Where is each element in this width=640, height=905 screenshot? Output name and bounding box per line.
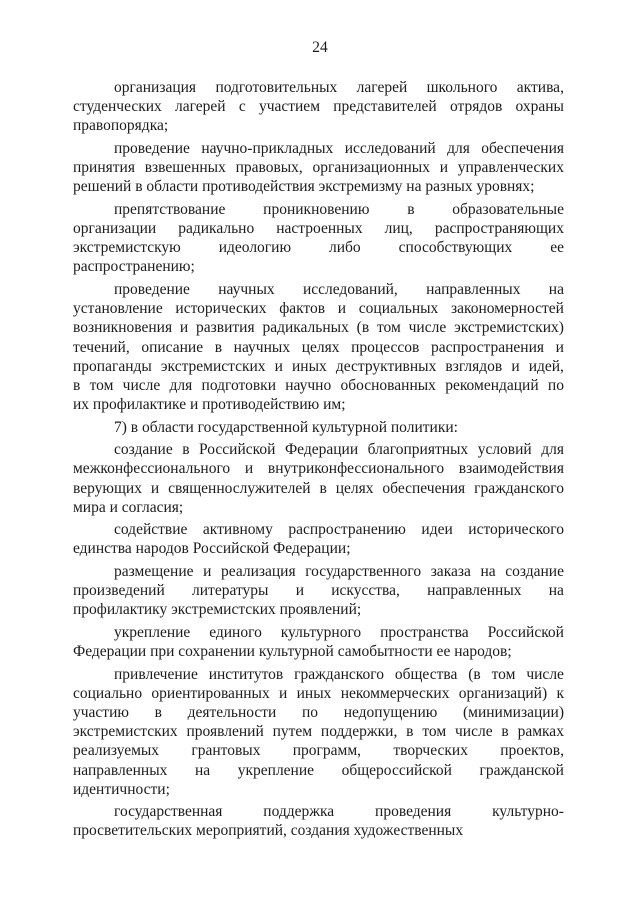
text-line: экстремистских проявлений путем поддержки, в том числе в рамках <box>73 723 564 741</box>
text-line: направленных на укрепление общероссийской гражданской <box>73 761 564 779</box>
text-line: единства народов Российской Федерации; <box>73 540 351 558</box>
text-line: возникновения и развития радикальных (в том числе экстремистских) <box>73 319 564 337</box>
paragraph <box>73 139 564 197</box>
text-line: профилактику экстремистских проявлений; <box>73 601 362 619</box>
text-line: препятствование проникновению в образовательные <box>114 200 564 218</box>
paragraph <box>73 562 564 620</box>
text-line: участию в деятельности по недопущению (минимизации) <box>73 703 564 721</box>
text-line: организация подготовительных лагерей школьного актива, <box>114 79 564 96</box>
paragraph <box>73 440 564 517</box>
paragraph <box>73 623 564 661</box>
text-line: укрепление единого культурного пространства Российской <box>114 623 564 641</box>
text-line: правопорядка; <box>73 117 169 135</box>
text-line: произведений литературы и искусства, направленных на <box>73 582 564 600</box>
text-line: решений в области противодействия экстремизму на разных уровнях; <box>73 178 535 196</box>
text-line: содействие активному распространению идеи исторического <box>114 521 564 539</box>
text-line: верующих и священнослужителей в целях обеспечения гражданского <box>73 479 564 497</box>
paragraph <box>73 200 564 277</box>
text-line: пропаганды экстремистских и иных деструктивных взглядов и идей, <box>73 357 564 375</box>
text-line: создание в Российской Федерации благоприятных условий для <box>114 441 564 459</box>
text-line: Федерации при сохранении культурной самобытности ее народов; <box>73 643 512 661</box>
text-line: организации радикально настроенных лиц, распространяющих <box>73 220 564 238</box>
paragraph <box>73 78 564 136</box>
text-line: распространению; <box>73 258 195 276</box>
text-line: проведение научно-прикладных исследований для обеспечения <box>114 139 564 157</box>
text-line: реализуемых грантовых программ, творческих проектов, <box>73 742 564 760</box>
text-line: проведение научных исследований, направленных на <box>114 280 564 298</box>
text-line: социально ориентированных и иных некоммерческих организаций) к <box>73 684 564 702</box>
text-line: студенческих лагерей с участием представителей отрядов охраны <box>73 98 564 116</box>
text-line: мира и согласия; <box>73 498 184 516</box>
page-number: 24 <box>312 39 328 56</box>
text-line: течений, описание в научных целях процессов распространения и <box>73 338 564 356</box>
text-line: принятия взвешенных правовых, организационных и управленческих <box>73 159 564 177</box>
paragraph <box>73 418 564 437</box>
text-line: их профилактике и противодействию им; <box>73 396 346 414</box>
document-body <box>73 78 564 844</box>
text-line: привлечение институтов гражданского общества (в том числе <box>114 665 564 683</box>
text-line: 7) в области государственной культурной политики: <box>114 418 458 436</box>
text-line: просветительских мероприятий, создания художественных <box>73 822 464 840</box>
text-line: в том числе для подготовки научно обоснованных рекомендаций по <box>73 376 564 394</box>
text-line: идентичности; <box>73 780 170 798</box>
paragraph <box>73 665 564 799</box>
text-line: межконфессионального и внутриконфессионального взаимодействия <box>73 460 564 478</box>
paragraph <box>73 280 564 414</box>
text-line: государственная поддержка проведения культурно- <box>114 803 564 821</box>
text-line: экстремистскую идеологию либо способствующих ее <box>73 239 564 257</box>
paragraph <box>73 802 564 840</box>
paragraph <box>73 520 564 558</box>
text-line: установление исторических фактов и социальных закономерностей <box>73 300 564 318</box>
text-line: размещение и реализация государственного заказа на создание <box>114 562 564 580</box>
